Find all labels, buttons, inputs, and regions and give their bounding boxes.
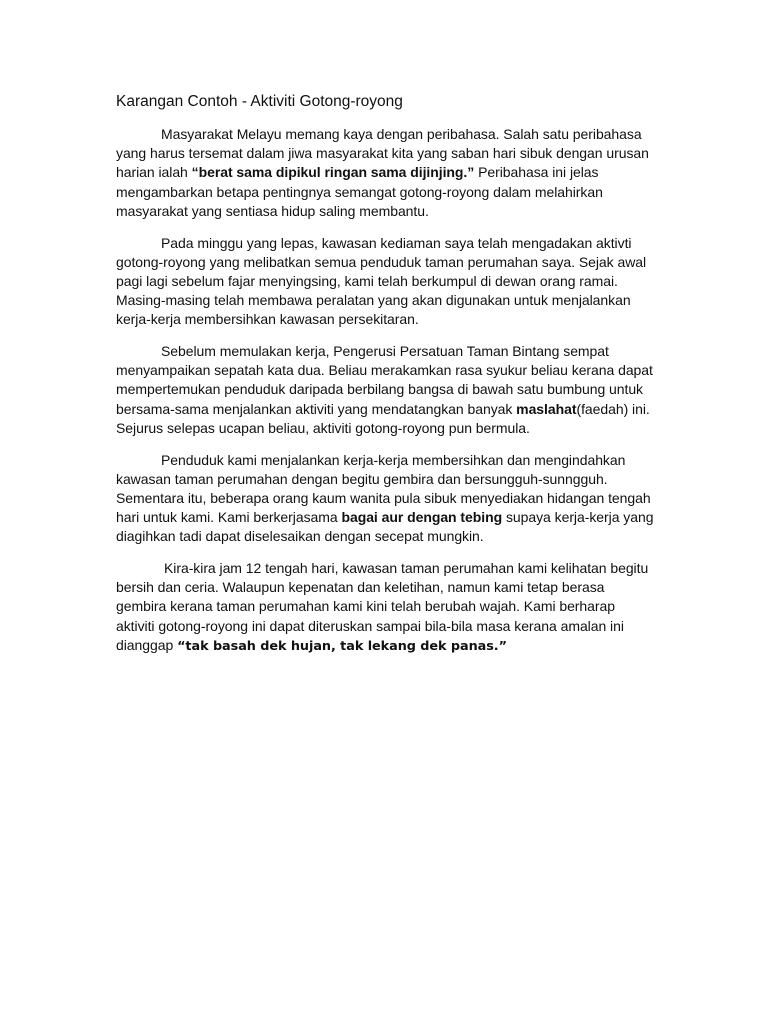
- paragraph-4-text-c: supaya kerja-kerja yang diagihkan tadi dapat diselesaikan dengan secepat mungkin.: [116, 509, 654, 545]
- paragraph-5-text-a: Kira-kira jam 12 tengah hari, kawasan taman perumahan kami kelihatan begitu bersih dan ceria. Walaupun kepenatan dan keletihan, namun kami tetap berasa gembira kerana taman perumahan kami kini telah berubah wajah. Kami berharap aktiviti gotong-royong ini dapat diteruskan sampai bila-bila masa kerana amalan ini dianggap: [116, 560, 649, 653]
- paragraph-3-text-c: (faedah) ini. Sejurus selepas ucapan beliau, aktiviti gotong-royong pun bermula.: [116, 400, 650, 436]
- paragraph-3: [116, 342, 656, 438]
- paragraph-2: [116, 234, 656, 330]
- document-page: [116, 92, 656, 669]
- peribahasa-berat-sama-dipikul: “berat sama dipikul ringan sama dijinjing.”: [191, 164, 475, 181]
- paragraph-1: [116, 125, 656, 221]
- document-title: Karangan Contoh - Aktiviti Gotong-royong: [116, 93, 403, 110]
- paragraph-1-text-c: Peribahasa ini jelas mengambarkan betapa pentingnya semangat gotong-royong dalam melahirkan masyarakat yang sentiasa hidup saling membantu.: [116, 164, 603, 219]
- paragraph-1-text-a: Masyarakat Melayu memang kaya dengan peribahasa. Salah satu peribahasa yang harus tersemat dalam jiwa masyarakat kita yang saban hari sibuk dengan urusan harian ialah: [116, 126, 649, 181]
- peribahasa-tak-basah-dek-hujan: “tak basah dek hujan, tak lekang dek panas.”: [177, 638, 507, 654]
- paragraph-4: [116, 451, 656, 547]
- paragraph-5: [116, 559, 656, 656]
- word-maslahat: maslahat: [516, 400, 577, 417]
- paragraph-4-text-a: Penduduk kami menjalankan kerja-kerja membersihkan dan mengindahkan kawasan taman perumahan dengan begitu gembira dan bersungguh-sunngguh. Sementara itu, beberapa orang kaum wanita pula sibuk menyediakan hidangan tengah hari untuk kami. Kami berkerjasama: [116, 451, 651, 526]
- peribahasa-bagai-aur-dengan-tebing: bagai aur dengan tebing: [341, 509, 503, 526]
- paragraph-3-text-a: Sebelum memulakan kerja, Pengerusi Persatuan Taman Bintang sempat menyampaikan sepatah kata dua. Beliau merakamkan rasa syukur beliau kerana dapat mempertemukan penduduk daripada berbilang bangsa di bawah satu bumbung untuk bersama-sama menjalankan aktiviti yang mendatangkan banyak: [116, 343, 653, 417]
- paragraph-2-text: Pada minggu yang lepas, kawasan kediaman saya telah mengadakan aktivti gotong-royong yang melibatkan semua penduduk taman perumahan saya. Sejak awal pagi lagi sebelum fajar menyingsing, kami telah berkumpul di dewan orang ramai. Masing-masing telah membawa peralatan yang akan digunakan untuk menjalankan kerja-kerja membersihkan kawasan persekitaran.: [116, 234, 647, 328]
